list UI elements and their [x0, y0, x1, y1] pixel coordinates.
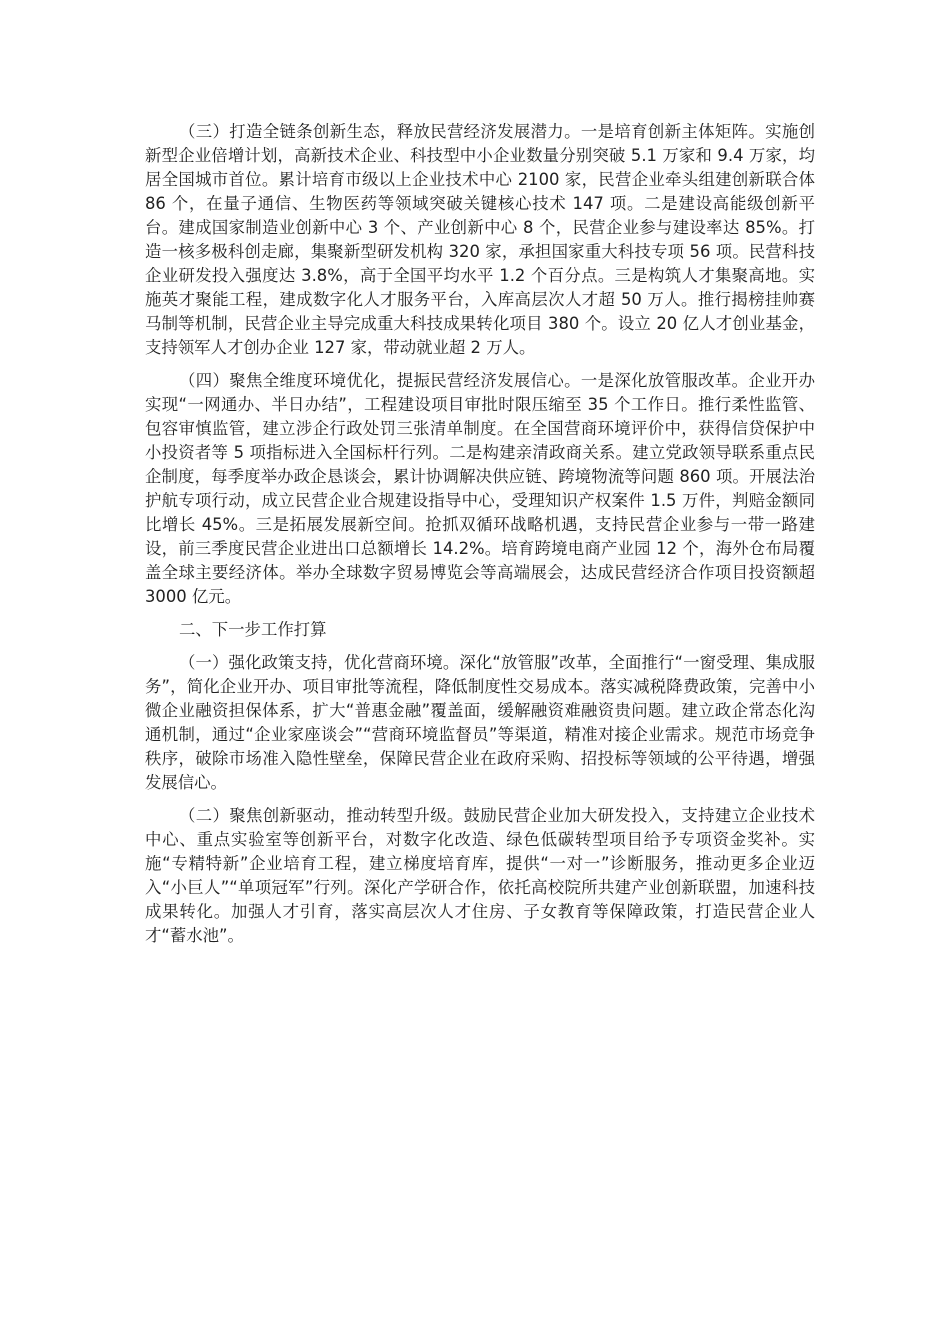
document-page	[145, 120, 815, 957]
paragraph-plan-one: （一）强化政策支持，优化营商环境。深化“放管服”改革，全面推行“一窗受理、集成服务”，简化企业开办、项目审批等流程，降低制度性交易成本。落实减税降费政策，完善中小微企业融资担保体系，扩大“普惠金融”覆盖面，缓解融资难融资贵问题。建立政企常态化沟通机制，通过“企业家座谈会”“营商环境监督员”等渠道，精准对接企业需求。规范市场竞争秩序，破除市场准入隐性壁垒，保障民营企业在政府采购、招投标等领域的公平待遇，增强发展信心。	[145, 653, 815, 792]
paragraph-section-four: （四）聚焦全维度环境优化，提振民营经济发展信心。一是深化放管服改革。企业开办实现“一网通办、半日办结”，工程建设项目审批时限压缩至 35 个工作日。推行柔性监管、包容审慎监管，建立涉企行政处罚三张清单制度。在全国营商环境评价中，获得信贷保护中小投资者等 5 项指标进入全国标杆行列。二是构建亲清政商关系。建立党政领导联系重点民企制度，每季度举办政企恳谈会，累计协调解决供应链、跨境物流等问题 860 项。开展法治护航专项行动，成立民营企业合规建设指导中心，受理知识产权案件 1.5 万件，判赔金额同比增长 45%。三是拓展发展新空间。抢抓双循环战略机遇，支持民营企业参与一带一路建设，前三季度民营企业进出口总额增长 14.2%。培育跨境电商产业园 12 个，海外仓布局覆盖全球主要经济体。举办全球数字贸易博览会等高端展会，达成民营经济合作项目投资额超 3000 亿元。	[145, 371, 815, 606]
paragraph-plan-two: （二）聚焦创新驱动，推动转型升级。鼓励民营企业加大研发投入，支持建立企业技术中心、重点实验室等创新平台，对数字化改造、绿色低碳转型项目给予专项资金奖补。实施“专精特新”企业培育工程，建立梯度培育库，提供“一对一”诊断服务，推动更多企业迈入“小巨人”“单项冠军”行列。深化产学研合作，依托高校院所共建产业创新联盟，加速科技成果转化。加强人才引育，落实高层次人才住房、子女教育等保障政策，打造民营企业人才“蓄水池”。	[145, 806, 815, 945]
paragraph-section-three: （三）打造全链条创新生态，释放民营经济发展潜力。一是培育创新主体矩阵。实施创新型企业倍增计划，高新技术企业、科技型中小企业数量分别突破 5.1 万家和 9.4 万家，均居全国城市首位。累计培育市级以上企业技术中心 2100 家，民营企业牵头组建创新联合体 86 个，在量子通信、生物医药等领域突破关键核心技术 147 项。二是建设高能级创新平台。建成国家制造业创新中心 3 个、产业创新中心 8 个，民营企业参与建设率达 85%。打造一核多极科创走廊，集聚新型研发机构 320 家，承担国家重大科技专项 56 项。民营科技企业研发投入强度达 3.8%，高于全国平均水平 1.2 个百分点。三是构筑人才集聚高地。实施英才聚能工程，建成数字化人才服务平台，入库高层次人才超 50 万人。推行揭榜挂帅赛马制等机制，民营企业主导完成重大科技成果转化项目 380 个。设立 20 亿人才创业基金，支持领军人才创办企业 127 家，带动就业超 2 万人。	[145, 122, 815, 357]
section-heading-next-steps: 二、下一步工作打算	[179, 620, 327, 639]
